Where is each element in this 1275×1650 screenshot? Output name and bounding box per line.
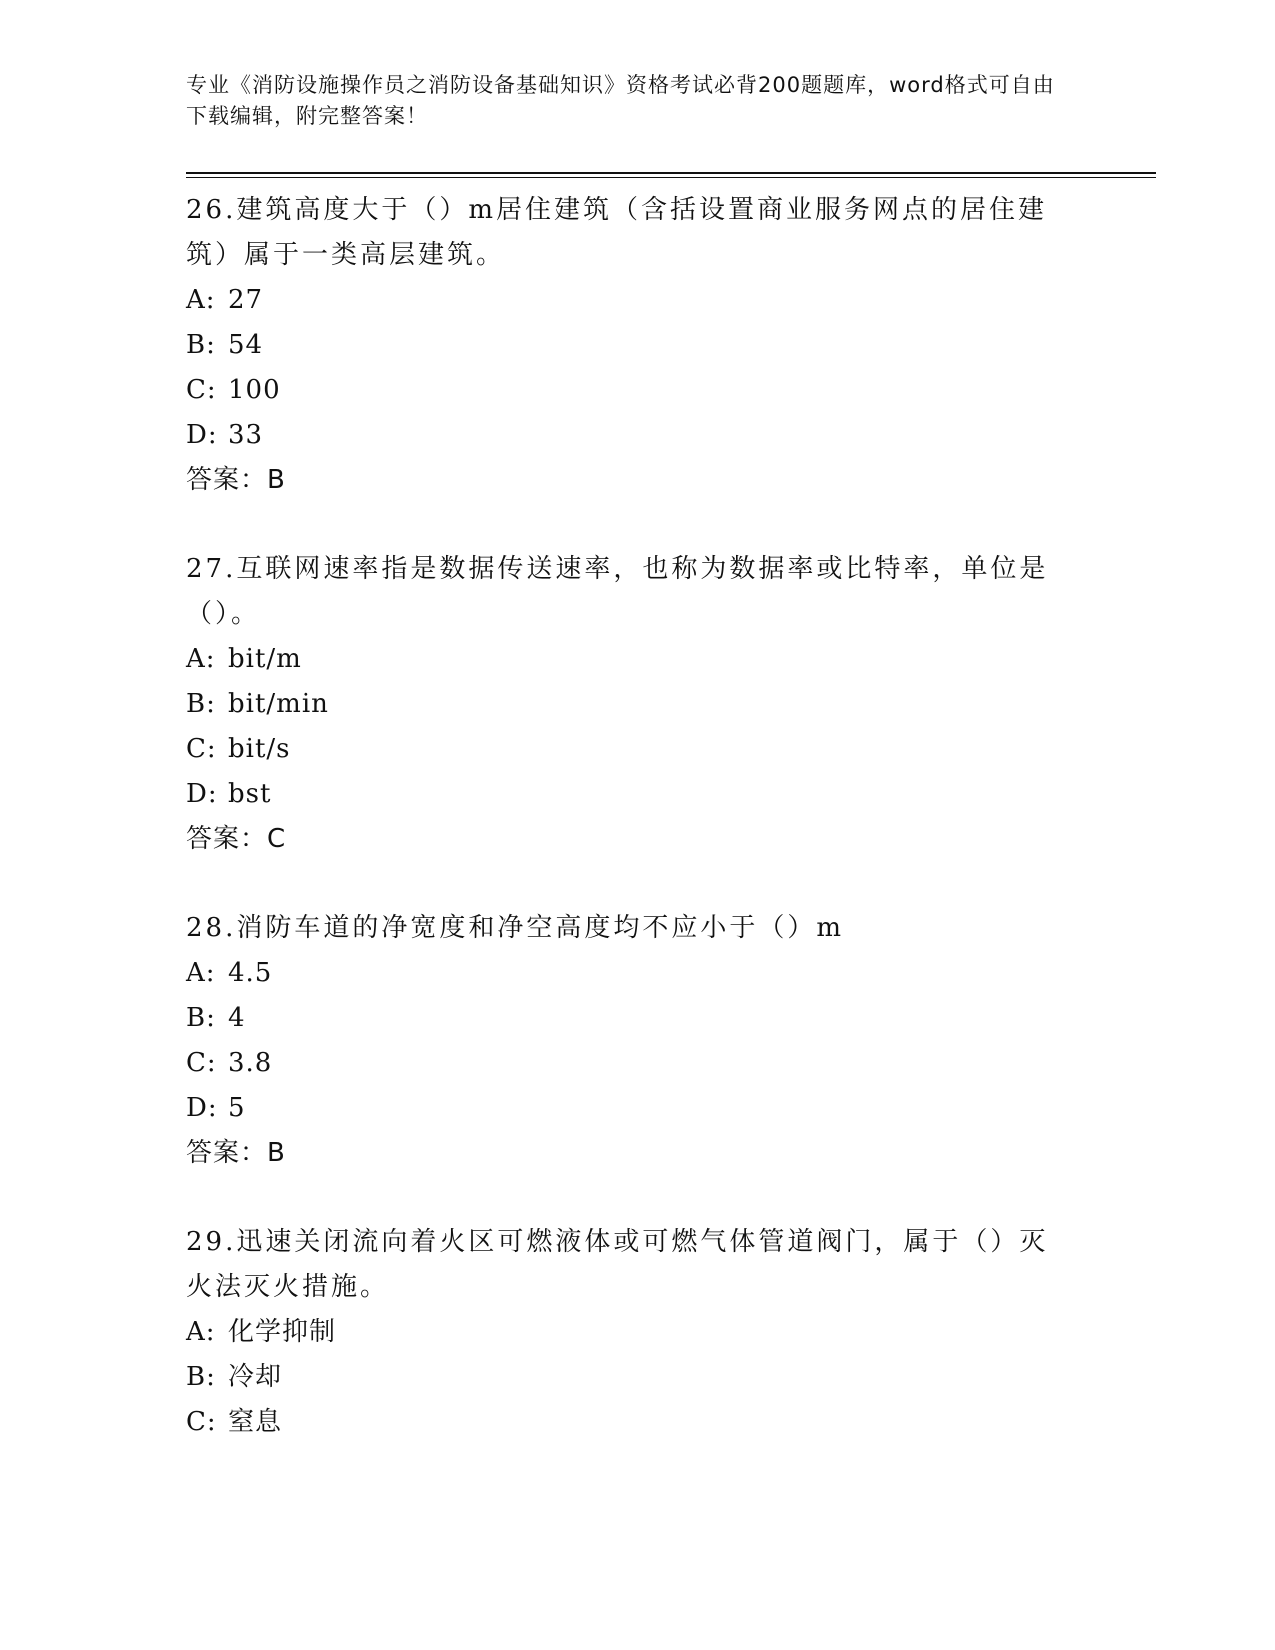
option-text: 4.5	[228, 958, 273, 988]
option-text: 4	[228, 1003, 246, 1033]
document-intro: 专业《消防设施操作员之消防设备基础知识》资格考试必背200题题库，word格式可自由下载编辑，附完整答案！	[186, 73, 1055, 128]
option-text: bit/min	[228, 689, 329, 719]
option-letter: C:	[186, 375, 217, 405]
answer-line: 答案：C	[186, 824, 287, 854]
question-stem: 29.迅速关闭流向着火区可燃液体或可燃气体管道阀门，属于（）灭火法灭火措施。	[186, 1227, 1049, 1302]
option-text: 54	[228, 330, 264, 360]
option-text: bit/m	[228, 644, 302, 674]
answer-line: 答案：B	[186, 1138, 286, 1168]
question-list	[186, 188, 1156, 1445]
option-c	[186, 368, 1156, 413]
option-letter: B:	[186, 1003, 216, 1033]
option-letter: D:	[186, 1093, 218, 1123]
answer-line: 答案：B	[186, 465, 286, 495]
option-text: 冷却	[228, 1362, 283, 1392]
option-text: 3.8	[228, 1048, 273, 1078]
option-letter: B:	[186, 1362, 216, 1392]
question-27	[186, 547, 1156, 862]
option-a	[186, 278, 1156, 323]
question-stem: 26.建筑高度大于（）m居住建筑（含括设置商业服务网点的居住建筑）属于一类高层建筑。	[186, 195, 1048, 270]
option-text: 化学抑制	[228, 1317, 337, 1347]
option-letter: B:	[186, 689, 216, 719]
option-b	[186, 682, 1156, 727]
option-d	[186, 413, 1156, 458]
option-c	[186, 1400, 1156, 1445]
option-b	[186, 996, 1156, 1041]
option-text: bit/s	[228, 734, 291, 764]
option-letter: A:	[186, 644, 216, 674]
option-c	[186, 727, 1156, 772]
question-26	[186, 188, 1156, 503]
question-29	[186, 1220, 1156, 1445]
option-text: 27	[228, 285, 264, 315]
option-letter: B:	[186, 330, 216, 360]
option-d	[186, 772, 1156, 817]
option-b	[186, 1355, 1156, 1400]
header-divider	[186, 172, 1156, 178]
option-text: bst	[228, 779, 272, 809]
option-text: 5	[228, 1093, 246, 1123]
question-stem: 28.消防车道的净宽度和净空高度均不应小于（）m	[186, 913, 845, 943]
option-letter: C:	[186, 1048, 217, 1078]
option-c	[186, 1041, 1156, 1086]
option-letter: D:	[186, 779, 218, 809]
option-letter: A:	[186, 285, 216, 315]
option-a	[186, 637, 1156, 682]
option-letter: C:	[186, 734, 217, 764]
question-28	[186, 906, 1156, 1176]
document-page	[186, 70, 1156, 1489]
option-letter: A:	[186, 958, 216, 988]
option-letter: C:	[186, 1407, 217, 1437]
option-text: 窒息	[228, 1407, 283, 1437]
option-letter: A:	[186, 1317, 216, 1347]
option-a	[186, 951, 1156, 996]
question-stem: 27.互联网速率指是数据传送速率，也称为数据率或比特率，单位是（）。	[186, 554, 1049, 629]
option-text: 33	[228, 420, 264, 450]
option-letter: D:	[186, 420, 218, 450]
option-b	[186, 323, 1156, 368]
option-a	[186, 1310, 1156, 1355]
option-text: 100	[228, 375, 281, 405]
option-d	[186, 1086, 1156, 1131]
